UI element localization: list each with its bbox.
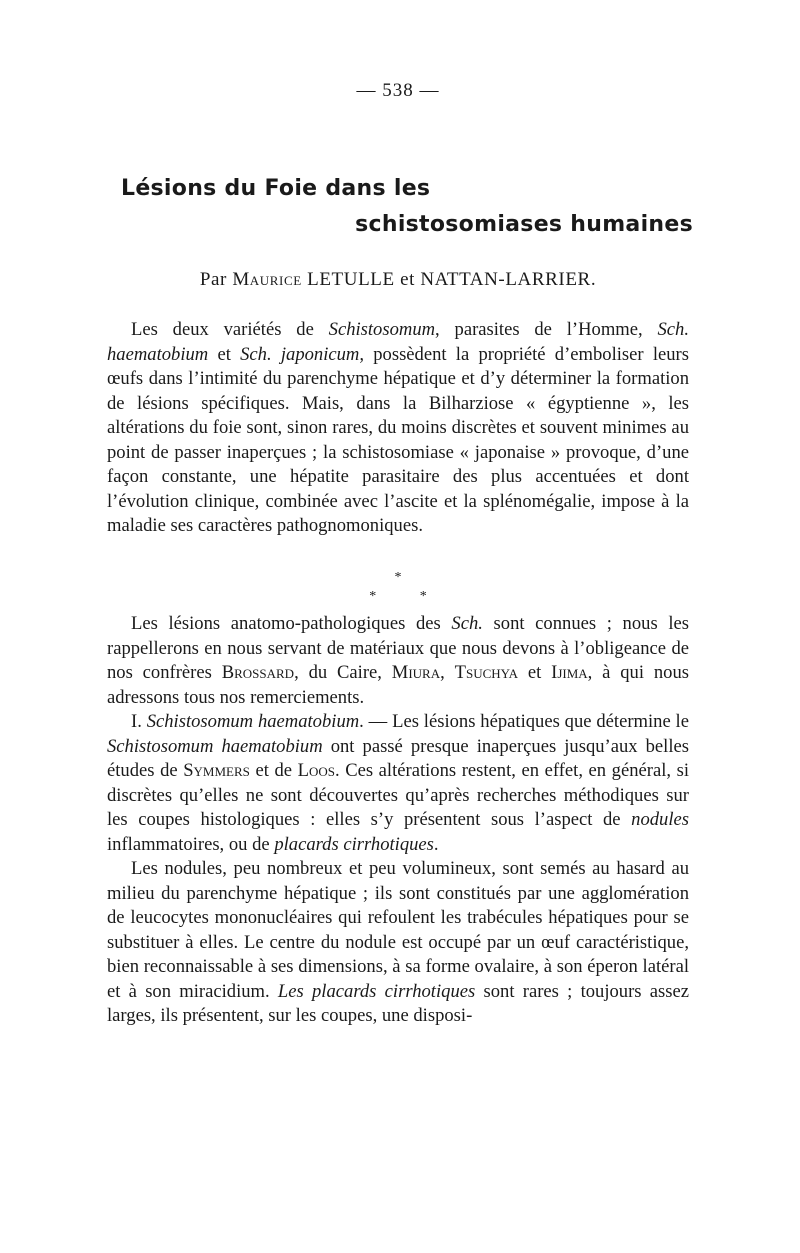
article-title-line-2: schistosomiases humaines xyxy=(355,212,693,237)
byline-prefix: Par xyxy=(199,269,233,290)
document-page xyxy=(107,0,693,1253)
author2-name: NATTAN-LARRIER. xyxy=(420,269,597,290)
main-section xyxy=(107,612,689,1029)
italic-run: Schistosomum haematobium xyxy=(146,711,360,732)
text-run: . Ces altérations restent, en effet, en général, si discrètes qu’elles ne sont découvertes qu’après recherches méthodiques sur les coupes histologiques : elles s’y présentent sous l’aspect de xyxy=(107,760,689,830)
text-run: , xyxy=(440,662,455,683)
text-run: sont rares ; toujours assez larges, ils présentent, sur les coupes, une disposi- xyxy=(107,980,690,1026)
text-run: I. xyxy=(131,711,147,732)
paragraph-lesions xyxy=(107,612,689,710)
text-run: ont passé presque inaperçues jusqu’aux belles études de xyxy=(107,735,689,781)
text-run: possèdent la propriété d’emboliser leurs œufs dans l’intimité du parenchyme hépatique et d’y déterminer la formation de lésions spécifiques. Mais, dans la Bilharziose « égyptienne », les altérations du foie sont, sinon rares, du moins discrètes et souvent minimes au point de passer inaperçues ; la schistosomiase « japonaise » provoque, d’une façon constante, une hépatite parasitaire des plus accentuées et dont l’évolution clinique, combinée avec l’ascite et la splénomégalie, impose à la maladie ses caractères pathognomoniques. xyxy=(107,343,689,536)
italic-run: Les placards cirrhotiques xyxy=(277,980,476,1002)
paragraph-intro xyxy=(107,318,689,539)
text-run: Les nodules, peu nombreux et peu volumineux, sont semés au hasard au milieu du parenchyme hépatique ; ils sont constitués par une agglomération de leucocytes mononucléaires qui refoulent les trabécules hépatiques pour se substituer à elles. Le centre du nodule est occupé par un œuf caractéristique, bien reconnaissable à ses dimensions, à sa forme ovalaire, à son éperon latéral et à son miracidium. xyxy=(107,858,689,1002)
text-run: , parasites de l’Homme, xyxy=(435,319,658,340)
asterism-top: * xyxy=(394,570,402,585)
text-run: et xyxy=(518,662,552,683)
text-run: , du Caire, xyxy=(294,662,392,683)
italic-run: placards cirrhotiques xyxy=(274,833,434,855)
text-run: et de xyxy=(249,760,298,781)
text-run: sont connues ; nous les rappellerons en nous servant de matériaux que nous devons à l’obligeance de nos confrères xyxy=(107,613,689,683)
italic-run: Sch. japonicum, xyxy=(240,343,364,365)
name-run: Brossard xyxy=(221,662,295,683)
byline-conjunction: et xyxy=(394,269,421,290)
article-title-line-1: Lésions du Foie dans les xyxy=(121,176,431,201)
name-run: Ijima xyxy=(551,662,588,683)
text-run: Les lésions anatomo-pathologiques des xyxy=(131,613,452,634)
text-run: . xyxy=(433,833,439,855)
paragraph-haematobium xyxy=(107,710,689,857)
author1-last-name: LETULLE xyxy=(301,269,395,290)
italic-run: Schistosomum xyxy=(328,319,436,340)
text-run: Les deux variétés de xyxy=(131,319,329,340)
page-number: — 538 — xyxy=(356,80,440,101)
name-run: Tsuchya xyxy=(454,662,518,683)
paragraph-nodules xyxy=(107,857,689,1029)
author1-first-name: Maurice xyxy=(232,269,302,290)
name-run: Symmers xyxy=(183,760,250,781)
italic-run: nodules xyxy=(631,809,689,830)
italic-run: Schistosomum haematobium xyxy=(107,735,323,757)
asterism-separator xyxy=(107,568,689,606)
name-run: Miura xyxy=(391,662,441,683)
name-run: Loos xyxy=(297,760,335,781)
italic-run: Sch. haematobium xyxy=(107,319,689,365)
text-run: . — Les lésions hépatiques que détermine le xyxy=(359,711,689,732)
asterism-bottom: * * xyxy=(369,589,447,604)
byline xyxy=(107,269,689,291)
text-run: et xyxy=(208,343,241,365)
text-run: , à qui nous adressons tous nos remerciements. xyxy=(107,662,690,708)
italic-run: Sch. xyxy=(451,613,483,634)
intro-section xyxy=(107,318,689,539)
text-run: inflammatoires, ou de xyxy=(107,833,275,855)
